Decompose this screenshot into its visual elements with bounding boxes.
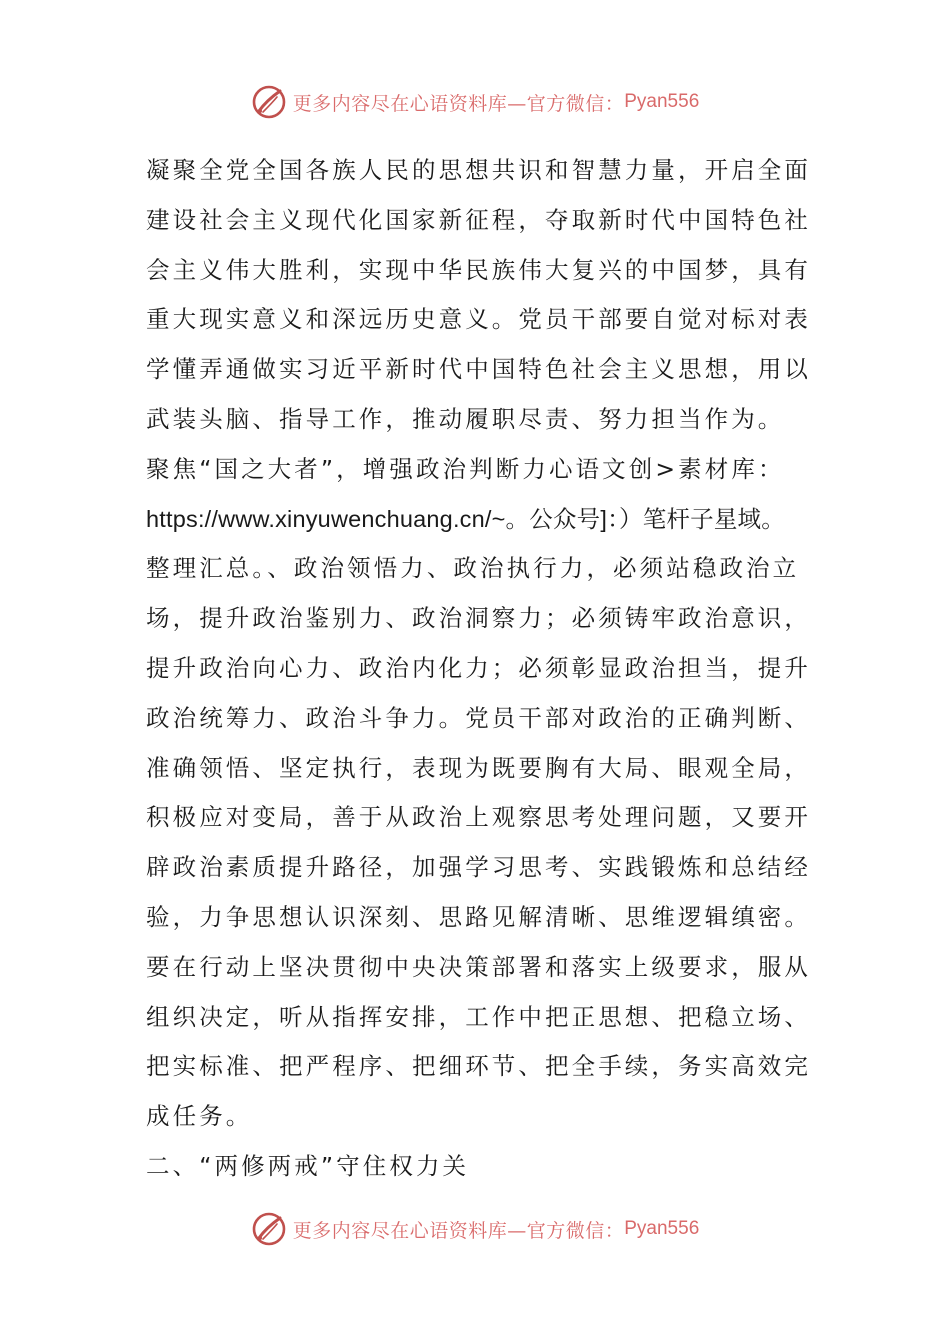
body-line-url: https://www.xinyuwenchuang.cn/~。公众号]：）笔杆子星域。	[146, 505, 785, 532]
body-line: 聚焦“国之大者”，增强政治判断力心语文创>素材库：	[146, 454, 785, 483]
pen-logo-icon	[251, 84, 287, 120]
body-line: 要在行动上坚决贯彻中央决策部署和落实上级要求，服从	[146, 952, 811, 981]
body-line: 学懂弄通做实习近平新时代中国特色社会主义思想，用以	[146, 355, 811, 384]
section-heading: 二、“两修两戒”守住权力关	[146, 1151, 470, 1180]
body-line: 把实标准、把严程序、把细环节、把全手续，务实高效完	[146, 1052, 811, 1081]
document-body	[146, 146, 816, 1192]
body-line: 重大现实意义和深远历史意义。党员干部要自觉对标对表	[146, 305, 811, 334]
body-line: 提升政治向心力、政治内化力；必须彰显政治担当，提升	[146, 653, 811, 682]
body-line: 组织决定，听从指挥安排，工作中把正思想、把稳立场、	[146, 1002, 811, 1031]
body-line: 会主义伟大胜利，实现中华民族伟大复兴的中国梦，具有	[146, 255, 811, 284]
watermark-handle: Pyan556	[624, 91, 700, 112]
pen-logo-icon	[251, 1211, 287, 1247]
body-line: 准确领悟、坚定执行，表现为既要胸有大局、眼观全局，	[146, 753, 811, 782]
body-line: 验，力争思想认识深刻、思路见解清晰、思维逻辑缜密。	[146, 902, 811, 931]
body-line: 积极应对变局，善于从政治上观察思考处理问题，又要开	[146, 803, 811, 832]
body-line: 凝聚全党全国各族人民的思想共识和智慧力量，开启全面	[146, 156, 811, 184]
watermark-header	[0, 80, 950, 124]
watermark-footer	[0, 1207, 950, 1251]
body-line: 场，提升政治鉴别力、政治洞察力；必须铸牢政治意识，	[146, 604, 811, 633]
body-line: 整理汇总。、政治领悟力、政治执行力，必须站稳政治立	[146, 554, 800, 583]
body-line: 武装头脑、指导工作，推动履职尽责、努力担当作为。	[146, 404, 785, 433]
watermark-text: 更多内容尽在心语资料库—官方微信：	[292, 92, 625, 115]
body-line: 辟政治素质提升路径，加强学习思考、实践锻炼和总结经	[146, 853, 811, 882]
body-line: 建设社会主义现代化国家新征程，夺取新时代中国特色社	[146, 205, 811, 234]
body-line: 成任务。	[146, 1102, 253, 1131]
watermark-text: 更多内容尽在心语资料库—官方微信：	[292, 1219, 625, 1242]
watermark-handle: Pyan556	[624, 1218, 700, 1239]
body-line: 政治统筹力、政治斗争力。党员干部对政治的正确判断、	[146, 703, 811, 732]
